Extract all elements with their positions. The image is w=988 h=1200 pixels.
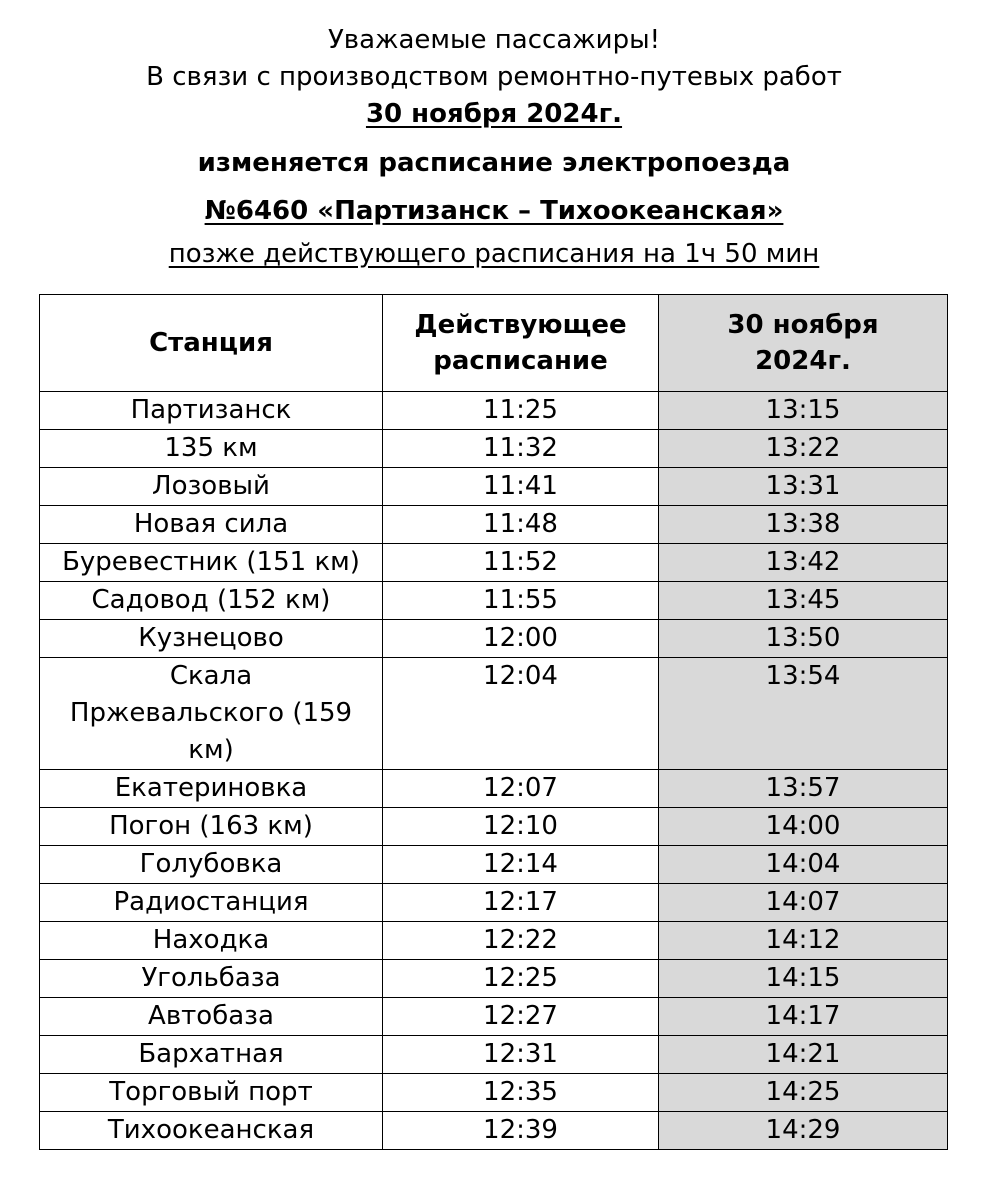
new-time-cell: 13:42 [659,544,948,582]
station-cell: Буревестник (151 км) [40,544,383,582]
new-time-cell: 13:38 [659,506,948,544]
new-time-cell: 13:15 [659,392,948,430]
notice-train: №6460 «Партизанск – Тихоокеанская» [204,196,784,226]
notice-date: 30 ноября 2024г. [365,99,623,129]
station-cell: Новая сила [40,506,383,544]
station-cell: Скала Пржевальского (159 км) [40,658,383,770]
table-row [40,506,948,544]
new-time-cell: 14:25 [659,1074,948,1112]
current-time-cell: 12:14 [383,846,659,884]
station-cell: Торговый порт [40,1074,383,1112]
table-row [40,392,948,430]
station-cell: Голубовка [40,846,383,884]
current-time-cell: 12:39 [383,1112,659,1150]
station-cell: Бархатная [40,1036,383,1074]
new-time-cell: 13:22 [659,430,948,468]
current-time-cell: 11:25 [383,392,659,430]
schedule-table [39,294,948,1150]
table-row [40,960,948,998]
notice-date-line [0,96,988,138]
station-cell: Погон (163 км) [40,808,383,846]
table-row [40,808,948,846]
new-time-cell: 13:57 [659,770,948,808]
new-time-cell: 14:04 [659,846,948,884]
new-time-cell: 14:21 [659,1036,948,1074]
notice-reason: В связи с производством ремонтно-путевых работ [146,62,842,92]
new-time-cell: 13:45 [659,582,948,620]
current-time-cell: 12:22 [383,922,659,960]
table-row [40,658,948,770]
station-cell: Лозовый [40,468,383,506]
new-time-cell: 14:07 [659,884,948,922]
new-time-cell: 14:29 [659,1112,948,1150]
current-time-cell: 11:55 [383,582,659,620]
current-time-cell: 12:07 [383,770,659,808]
station-cell: Тихоокеанская [40,1112,383,1150]
current-time-cell: 12:17 [383,884,659,922]
notice-delay: позже действующего расписания на 1ч 50 мин [168,239,820,269]
station-cell: Екатериновка [40,770,383,808]
new-time-cell: 14:00 [659,808,948,846]
new-time-cell: 14:17 [659,998,948,1036]
table-row [40,884,948,922]
new-time-cell: 14:12 [659,922,948,960]
new-time-cell: 13:54 [659,658,948,770]
header-station: Станция [40,295,383,392]
current-time-cell: 12:10 [383,808,659,846]
table-row [40,582,948,620]
station-cell: Садовод (152 км) [40,582,383,620]
new-time-cell: 14:15 [659,960,948,998]
table-row [40,620,948,658]
station-cell: Угольбаза [40,960,383,998]
table-row [40,998,948,1036]
new-time-cell: 13:31 [659,468,948,506]
table-row [40,1112,948,1150]
table-row [40,468,948,506]
station-cell: Партизанск [40,392,383,430]
table-row [40,430,948,468]
current-time-cell: 12:25 [383,960,659,998]
current-time-cell: 12:04 [383,658,659,770]
notice-header [0,22,988,274]
notice-train-line [0,188,988,234]
table-row [40,1074,948,1112]
table-row [40,770,948,808]
table-header-row [40,295,948,392]
station-cell: Автобаза [40,998,383,1036]
header-current-schedule: Действующее расписание [383,295,659,392]
notice-greeting: Уважаемые пассажиры! [327,25,661,55]
table-row [40,846,948,884]
current-time-cell: 11:52 [383,544,659,582]
current-time-cell: 12:35 [383,1074,659,1112]
station-cell: Кузнецово [40,620,383,658]
table-row [40,1036,948,1074]
station-cell: 135 км [40,430,383,468]
notice-change: изменяется расписание электропоезда [197,148,791,178]
current-time-cell: 11:48 [383,506,659,544]
table-row [40,922,948,960]
table-row [40,544,948,582]
current-time-cell: 11:41 [383,468,659,506]
current-time-cell: 11:32 [383,430,659,468]
station-cell: Радиостанция [40,884,383,922]
current-time-cell: 12:27 [383,998,659,1036]
station-cell: Находка [40,922,383,960]
header-new-schedule: 30 ноября 2024г. [659,295,948,392]
notice-delay-line [0,234,988,274]
new-time-cell: 13:50 [659,620,948,658]
current-time-cell: 12:00 [383,620,659,658]
current-time-cell: 12:31 [383,1036,659,1074]
